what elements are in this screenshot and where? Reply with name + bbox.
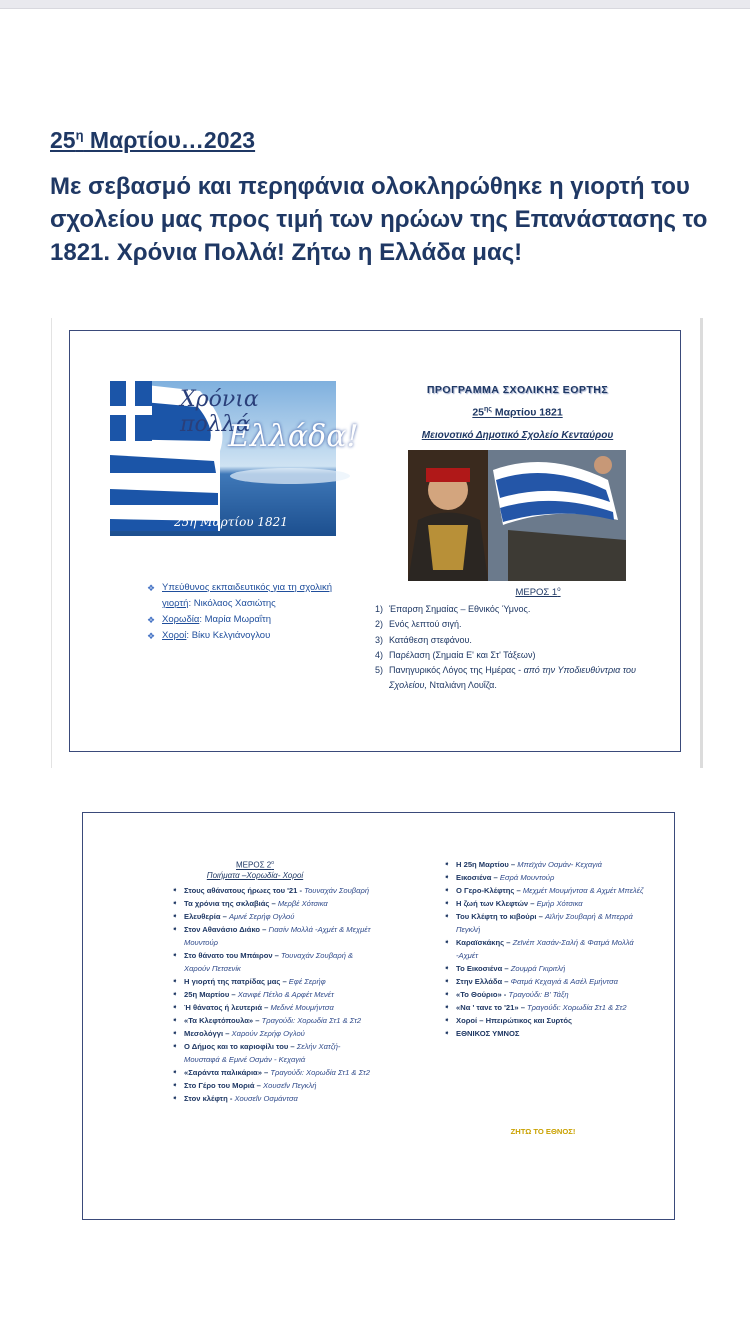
- program-item: [444, 858, 644, 871]
- arrow-bullet-icon: ➧: [172, 1030, 178, 1037]
- song-title: «Σαράντα παλικάρια» –: [184, 1068, 269, 1077]
- arrow-bullet-icon: ➧: [444, 991, 450, 998]
- performers: Μπεϊχάν Οσμάν- Κεχαγιά: [517, 860, 602, 869]
- arrow-bullet-icon: ➧: [172, 900, 178, 907]
- program-item: [444, 962, 644, 975]
- list-item: 2) Ενός λεπτού σιγή.: [375, 619, 462, 630]
- song-title: Χοροί – Ηπειρώτικος και Συρτός: [456, 1016, 572, 1025]
- flag-caption-line-1: Χρόνια πολλά: [180, 387, 259, 437]
- performers: Εμήρ Χότσικα: [536, 899, 583, 908]
- program-item: [444, 1014, 644, 1027]
- program-item: [172, 1027, 372, 1040]
- diamond-bullet-icon: ❖: [147, 631, 156, 641]
- hero-painting-illustration: [408, 450, 626, 581]
- flag-caption-line-2: Ελλάδα!: [228, 419, 359, 454]
- performers: Χαρούν Σερήφ Ογλού: [231, 1029, 305, 1038]
- song-title: Στο Γέρο του Μοριά –: [184, 1081, 261, 1090]
- program-item: [172, 1040, 372, 1066]
- program-item: [444, 1001, 644, 1014]
- program-item: [172, 1014, 372, 1027]
- arrow-bullet-icon: ➧: [444, 939, 450, 946]
- arrow-bullet-icon: ➧: [444, 965, 450, 972]
- song-title: Το Εικοσιένα –: [456, 964, 509, 973]
- program-item: [172, 1079, 372, 1092]
- arrow-bullet-icon: ➧: [172, 978, 178, 985]
- song-title: 25η Μαρτίου –: [184, 990, 236, 999]
- program-item: [172, 897, 372, 910]
- program-item: [172, 923, 372, 949]
- song-title: Στο θάνατο του Μπάιρον –: [184, 951, 279, 960]
- part-1-title: ΜΕΡΟΣ $1^o$: [515, 587, 561, 599]
- performers: Ζουμρά Γκιριτλή: [510, 964, 566, 973]
- credit-item-dances: ❖ Χοροί: Βίκυ Κελγιάνογλου: [147, 628, 347, 644]
- revolution-hero-image: [408, 450, 626, 581]
- arrow-bullet-icon: ➧: [444, 1004, 450, 1011]
- song-title: «Τα Κλεφτόπουλα» –: [184, 1016, 260, 1025]
- program-item: [172, 910, 372, 923]
- list-item: 4) Παρέλαση (Σημαία Ε' και Στ' Τάξεων): [375, 649, 536, 660]
- credits-list: [147, 580, 347, 644]
- performers: Ζεϊνέπ Χασάν-Σαλή & Φατμά Μολλά -Αχμέτ: [456, 938, 634, 960]
- song-title: Ή θάνατος ή λευτεριά –: [184, 1003, 269, 1012]
- performers: Αϊλήν Σουβαρή & Μπερρά Πεγκλή: [456, 912, 633, 934]
- performers: Γιασίν Μολλά -Αχμέτ & Μεχμέτ Μουντούρ: [184, 925, 371, 947]
- program-item: [172, 884, 372, 897]
- song-title: ΕΘΝΙΚΟΣ ΥΜΝΟΣ: [456, 1029, 520, 1038]
- program-item: [444, 975, 644, 988]
- closing-slogan: ΖΗΤΩ ΤΟ ΕΘΝΟΣ!: [510, 1127, 576, 1136]
- part-2-title: ΜΕΡΟΣ $2^o$: [236, 860, 274, 870]
- song-title: Η ζωή των Κλεφτών –: [456, 899, 535, 908]
- program-item: [172, 975, 372, 988]
- song-title: Στους αθάνατους ήρωες του '21 -: [184, 886, 302, 895]
- performers: Χουσεΐν Οσμάντσα: [234, 1094, 298, 1103]
- part-2-subtitle: Ποιήματα –Χορωδία- Χοροί: [206, 871, 304, 880]
- arrow-bullet-icon: ➧: [172, 1082, 178, 1089]
- arrow-bullet-icon: ➧: [172, 1069, 178, 1076]
- program-item: [444, 884, 644, 897]
- post-date-heading: $25^\eta$ Μαρτίου…2023: [50, 127, 256, 153]
- song-title: Η γιορτή της πατρίδας μας –: [184, 977, 287, 986]
- performers: Αμινέ Σερήφ Ογλού: [228, 912, 295, 921]
- performers: Τραγούδι: Χορωδία Στ1 & Στ2: [527, 1003, 627, 1012]
- part-2-left-list: [172, 884, 372, 1105]
- song-title: «Το Θούριο» -: [456, 990, 507, 999]
- arrow-bullet-icon: ➧: [444, 874, 450, 881]
- song-title: Ο Γερο-Κλέφτης –: [456, 886, 521, 895]
- performers: Τραγούδι: Χορωδία Στ1 & Στ2: [270, 1068, 370, 1077]
- song-title: Τα χρόνια της σκλαβιάς –: [184, 899, 276, 908]
- list-item: 1) Έπαρση Σημαίας – Εθνικός Ύμνος.: [375, 604, 531, 614]
- song-title: Εικοσιένα –: [456, 873, 498, 882]
- arrow-bullet-icon: ➧: [172, 926, 178, 933]
- song-title: Στην Ελλάδα –: [456, 977, 509, 986]
- credit-item-teacher: ❖ Υπεύθυνος εκπαιδευτικός για τη σχολική γιορτή: Νικόλαος Χασιώτης: [147, 582, 333, 609]
- flag-caption-date: 25η Μαρτίου 1821: [174, 515, 288, 529]
- program-item: [172, 949, 372, 975]
- arrow-bullet-icon: ➧: [172, 913, 178, 920]
- diamond-bullet-icon: ❖: [147, 583, 156, 593]
- arrow-bullet-icon: ➧: [172, 1004, 178, 1011]
- performers: Φατμά Κεχαγιά & Ασέλ Εμήντσα: [510, 977, 619, 986]
- song-title: Ελευθερία –: [184, 912, 227, 921]
- program-item: [444, 988, 644, 1001]
- program-item: [444, 936, 644, 962]
- performers: Εσρά Μουντούρ: [499, 873, 555, 882]
- arrow-bullet-icon: ➧: [444, 1017, 450, 1024]
- program-item: [172, 1001, 372, 1014]
- arrow-bullet-icon: ➧: [172, 887, 178, 894]
- arrow-bullet-icon: ➧: [444, 887, 450, 894]
- performers: Εφέ Σερήφ: [288, 977, 326, 986]
- program-item: [444, 871, 644, 884]
- greek-flag-image: [110, 381, 359, 536]
- performers: Μεχμέτ Μουμήντσα & Αχμέτ Μπελέζ: [522, 886, 644, 895]
- song-title: Του Κλέφτη το κιβούρι –: [456, 912, 543, 921]
- song-title: Η 25η Μαρτίου –: [456, 860, 516, 869]
- performers: Τουναχάν Σουβαρή & Χαρούν Πετσενίκ: [184, 951, 354, 973]
- performers: Χανιφέ Πέτλο & Αρφέτ Μενέτ: [237, 990, 334, 999]
- arrow-bullet-icon: ➧: [172, 991, 178, 998]
- performers: Τουναχάν Σουβαρή: [304, 886, 370, 895]
- song-title: «Να ' τανε το '21» –: [456, 1003, 525, 1012]
- arrow-bullet-icon: ➧: [444, 900, 450, 907]
- diamond-bullet-icon: ❖: [147, 615, 156, 625]
- program-date: $25^{\eta\varsigma}$ Μαρτίου 1821: [472, 406, 563, 419]
- arrow-bullet-icon: ➧: [172, 1043, 178, 1050]
- list-item: 5) Πανηγυρικός Λόγος της Ημέρας - από την Υποδιευθύντρια του Σχολείου, Νταλιάνη Λουΐζα.: [375, 665, 636, 691]
- program-item: [444, 897, 644, 910]
- song-title: Ο Δήμος και το καριοφίλι του –: [184, 1042, 295, 1051]
- part-1-list: [375, 602, 660, 694]
- arrow-bullet-icon: ➧: [444, 1030, 450, 1037]
- arrow-bullet-icon: ➧: [444, 978, 450, 985]
- arrow-bullet-icon: ➧: [172, 1095, 178, 1102]
- song-title: Μεσολόγγι –: [184, 1029, 230, 1038]
- credit-item-choir: ❖ Χορωδία: Μαρία Μωραΐτη: [147, 612, 347, 628]
- song-title: Καραϊσκάκης –: [456, 938, 511, 947]
- performers: Μερβέ Χότσικα: [277, 899, 328, 908]
- program-title: ΠΡΟΓΡΑΜΜΑ ΣΧΟΛΙΚΗΣ ΕΟΡΤΗΣ: [426, 384, 609, 396]
- program-item: [444, 910, 644, 936]
- status-bar: [0, 0, 750, 9]
- post-intro-text: Με σεβασμό και περηφάνια ολοκληρώθηκε η γιορτή του σχολείου μας προς τιμή των ηρώων της Επανάστασης το 1821. Χρόνια Πολλά! Ζήτω η Ελλάδα μας!: [50, 173, 708, 266]
- program-item: [172, 1092, 372, 1105]
- program-item: [172, 988, 372, 1001]
- song-title: Στον κλέφτη -: [184, 1094, 233, 1103]
- part-2-right-list: [444, 858, 644, 1040]
- song-title: Στον Αθανάσιο Διάκο –: [184, 925, 267, 934]
- program-item: [172, 1066, 372, 1079]
- school-name: Μειονοτικό Δημοτικό Σχολείο Κενταύρου: [421, 430, 614, 441]
- performers: Μεδινέ Μουμήντσα: [270, 1003, 334, 1012]
- program-item: [444, 1027, 644, 1040]
- arrow-bullet-icon: ➧: [172, 1017, 178, 1024]
- performers: Τραγούδι: Β' Τάξη: [508, 990, 569, 999]
- arrow-bullet-icon: ➧: [444, 861, 450, 868]
- list-item: 3) Κατάθεση στεφάνου.: [375, 634, 472, 645]
- performers: Σελήν Χατζή-Μουσταφά & Εμινέ Οσμάν - Κεχαγιά: [184, 1042, 341, 1064]
- arrow-bullet-icon: ➧: [172, 952, 178, 959]
- performers: Χουσεΐν Πεγκλή: [263, 1081, 317, 1090]
- performers: Τραγούδι: Χορωδία Στ1 & Στ2: [261, 1016, 362, 1025]
- arrow-bullet-icon: ➧: [444, 913, 450, 920]
